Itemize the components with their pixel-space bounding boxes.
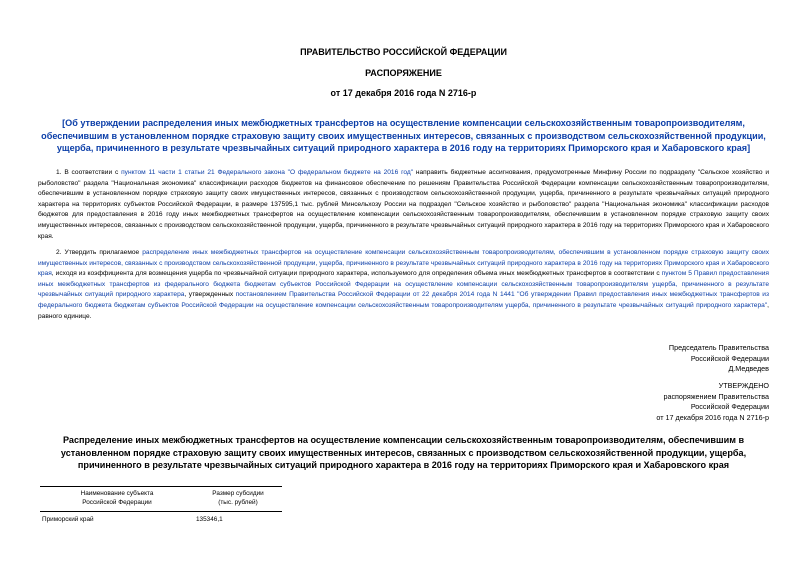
signature-block [669,343,769,375]
title-link[interactable]: Об утверждении распределения иных межбюджетных трансфертов на осуществление компенсации сельскохозяйственным товаропроизводителям, обеспечившим в установленном порядке страховую защиту своих имущественных интересов, связанных с производством сельскохозяйственной продукции, ущерба, причиненного в результате чрезвычайных ситуаций природного характера в 2016 году на территориях Приморского края и Хабаровского края [41,118,766,153]
paragraph-2-text-a: 2. Утвердить прилагаемое [56,249,143,256]
resolution-1441-link[interactable]: постановлением Правительства Российской Федерации от 22 декабря 2014 года N 1441 "Об утверждении Правил предоставления иных межбюджетных трансфертов из федерального бюджета бюджетам субъектов Российской Федерации на осуществление компенсации сельскохозяйственным товаропроизводителям ущерба, причиненного в результате чрезвычайных ситуаций природного характера" [38,291,769,309]
column-header-region: Наименование субъекта Российской Федерации [40,487,194,512]
signature-position: Председатель Правительства [668,343,769,352]
approved-organization: Российской Федерации [690,402,769,411]
table-row [40,512,282,525]
distribution-table [40,486,282,525]
approved-heading: УТВЕРЖДЕНО [718,381,769,390]
approved-date-number: от 17 декабря 2016 года N 2716-р [656,412,769,422]
amount-cell: 135346,1 [196,516,223,523]
paragraph-2-text-d: , равного единице. [38,301,769,320]
region-cell: Приморский край [42,516,94,523]
document-title [40,117,767,155]
paragraph-2 [38,248,769,322]
paragraph-2-text-b: , исходя из коэффициента для возмещения ущерба по чрезвычайной ситуации природного характера, используемого для определения объема иных межбюджетных трансфертов в соответствии с [51,270,662,278]
table-header-row [40,487,282,512]
federal-law-link[interactable]: пунктом 11 части 1 статьи 21 Федерального закона "О федеральном бюджете на 2016 год" [121,169,414,176]
paragraph-1-text-a: 1. В соответствии с [56,169,122,176]
annex-title: Распределение иных межбюджетных трансфертов на осуществление компенсации сельскохозяйственным товаропроизводителям, обеспечившим в установленном порядке страховую защиту своих имущественных интересов, связанных с производством сельскохозяйственной продукции, ущерба, причиненного в результате чрезвычайных ситуаций природного характера в 2016 году на территориях Приморского края и Хабаровского края [60,435,747,470]
authority-heading: ПРАВИТЕЛЬСТВО РОССИЙСКОЙ ФЕДЕРАЦИИ [300,47,507,57]
title-close-bracket: ] [747,143,751,153]
paragraph-1-text-b: направить бюджетные ассигнования, предусмотренные Минфину России по подразделу "Сельское хозяйство и рыболовство" раздела "Национальная экономика" классификации расходов бюджетов на финансовое обеспечение по решениям Правительства Российской Федерации компенсации сельскохозяйственным товаропроизводителям, обеспечившим в установленном порядке страховую защиту своих имущественных интересов, связанных с производством сельскохозяйственной продукции, ущерба, причиненного в результате чрезвычайных ситуаций природного характера на территориях субъектов Российской Федерации, в размере 137595,1 тыс. рублей Минсельхозу России на подраздел "Сельское хозяйство и рыболовство" раздела "Национальная экономика" классификации расходов бюджетов для предоставления в 2016 году иных межбюджетных трансфертов на осуществление компенсации сельскохозяйственным товаропроизводителям, обеспечившим в установленном порядке страховую защиту своих имущественных интересов, связанных с производством сельскохозяйственной продукции, ущерба, причиненного в результате чрезвычайных ситуаций природного характера в 2016 году на территориях Приморского края и Хабаровского края. [38,169,769,240]
signature-organization: Российской Федерации [690,353,769,363]
document-type-heading: РАСПОРЯЖЕНИЕ [365,68,442,78]
paragraph-1 [38,168,769,242]
title-open-bracket: [ [62,118,66,128]
signature-name: Д.Медведев [728,364,769,373]
column-header-amount: Размер субсидии (тыс. рублей) [194,487,282,512]
approved-by: распоряжением Правительства [663,391,769,401]
rules-point-5-link[interactable]: пунктом 5 Правил предоставления иных межбюджетных трансфертов из федерального бюджета бюджетам субъектов Российской Федерации на осуществление компенсации сельскохозяйственным товаропроизводителям ущерба, причиненного в результате чрезвычайных ситуаций природного характера [38,270,769,299]
distribution-link[interactable]: распределение иных межбюджетных трансфертов на осуществление компенсации сельскохозяйственным товаропроизводителям, обеспечившим в установленном порядке страховую защиту своих имущественных интересов, связанных с производством сельскохозяйственной продукции, ущерба, причиненного в результате чрезвычайных ситуаций природного характера в 2016 году на территориях Приморского края и Хабаровского края [38,249,770,278]
document-date-number: от 17 декабря 2016 года N 2716-р [330,88,477,98]
paragraph-2-text-c: , утвержденных [184,291,236,299]
approval-stamp [656,381,769,423]
